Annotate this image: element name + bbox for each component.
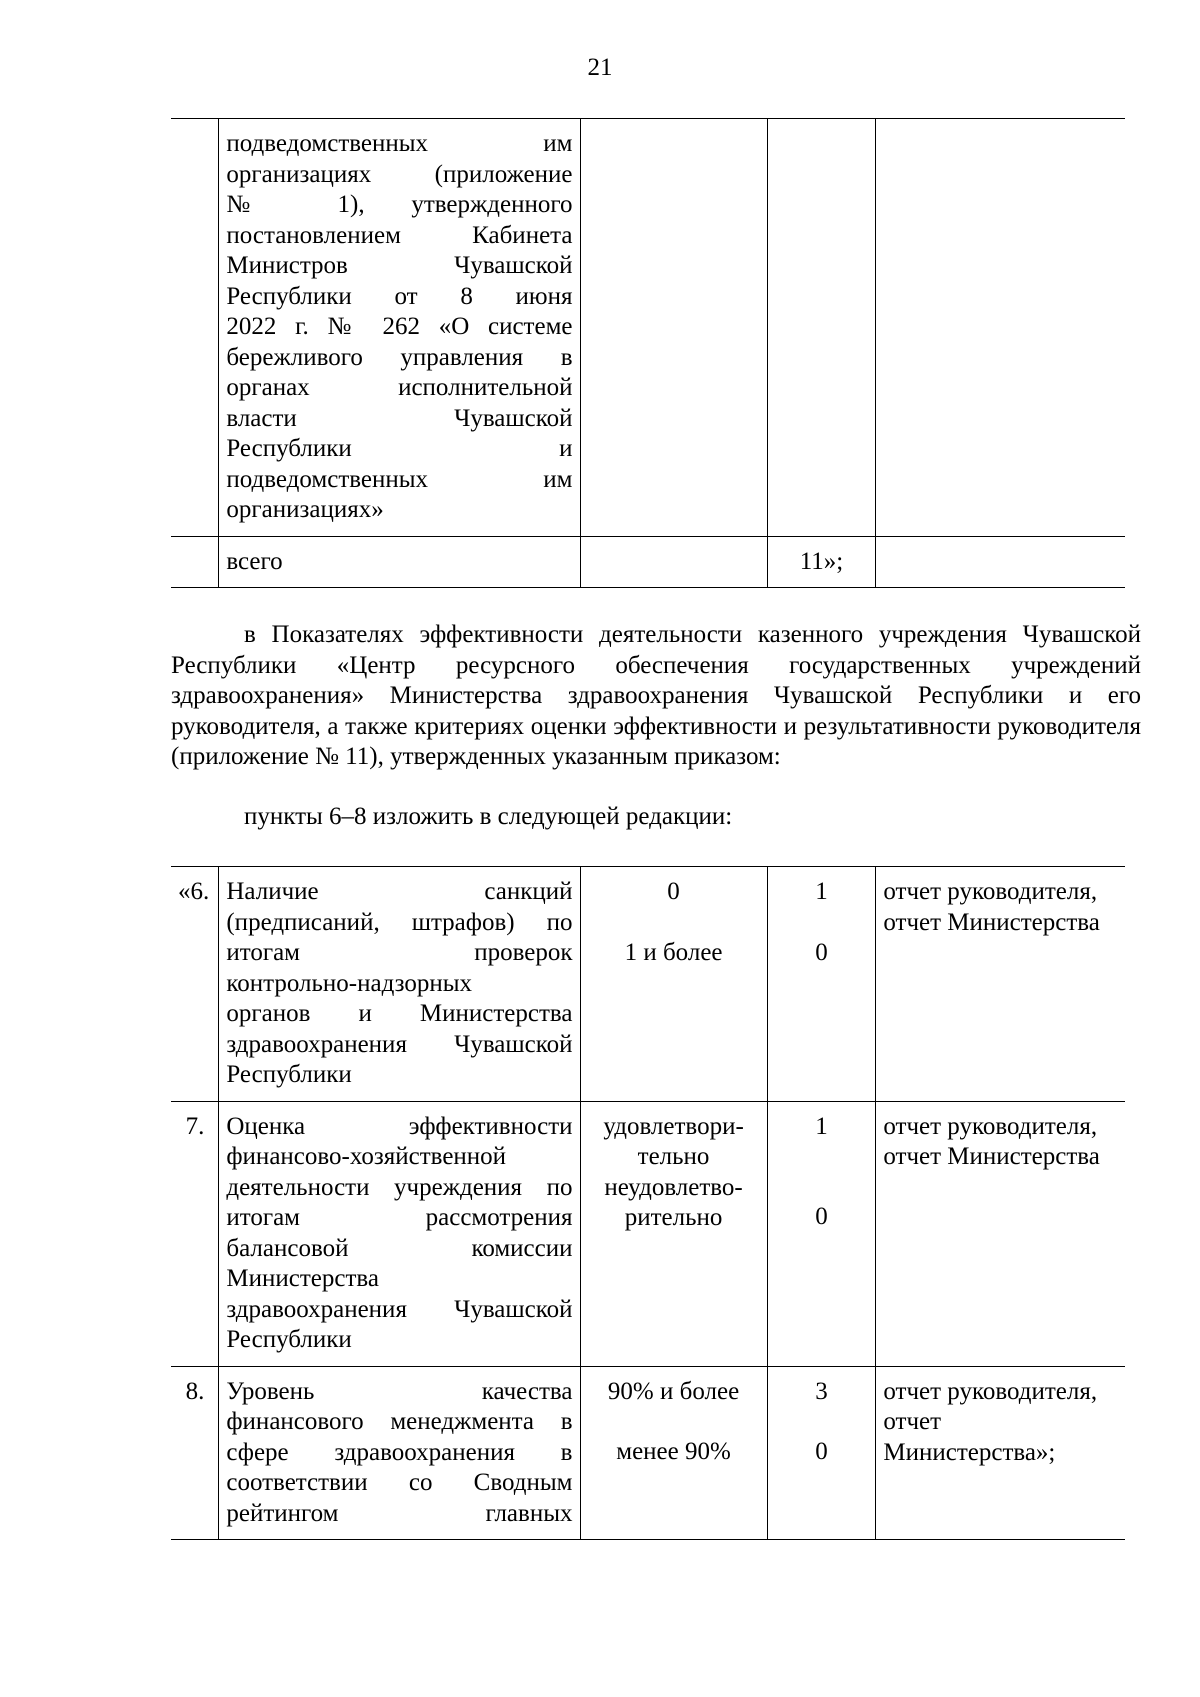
criterion-values: 90% и более менее 90%	[580, 1366, 767, 1540]
cell-source	[876, 536, 1125, 588]
criterion-description: Наличие санкций (предписаний, штрафов) по итогам проверок контрольно-надзорных органов и Министерства здравоохранения Чувашской Республики	[219, 867, 580, 1102]
cell-score	[767, 119, 876, 537]
criterion-source: отчет руководителя, отчет Министерства	[876, 1101, 1125, 1366]
cell-value	[580, 119, 767, 537]
table-row	[171, 119, 1125, 537]
total-label: всего	[219, 536, 580, 588]
cell-source	[876, 119, 1125, 537]
continuation-table	[171, 118, 1125, 588]
row-number: «6.	[171, 867, 219, 1102]
criterion-scores: 1 0	[767, 867, 876, 1102]
table-row-total	[171, 536, 1125, 588]
row-number: 8.	[171, 1366, 219, 1540]
cell-number	[171, 536, 219, 588]
table-row	[171, 1101, 1125, 1366]
criteria-table	[171, 866, 1125, 1540]
row-number: 7.	[171, 1101, 219, 1366]
cell-description: подведомственных им организациях (приложение № 1), утвержденного постановлением Кабинета Министров Чувашской Республики от 8 июня 2022 г. № 262 «О системе бережливого управления в органах исполнительной власти Чувашской Республики и подведомственных им организациях»	[219, 119, 580, 537]
total-value: 11»;	[767, 536, 876, 588]
page-number: 21	[587, 54, 613, 81]
criterion-source: отчет руководителя, отчет Министерства»;	[876, 1366, 1125, 1540]
criterion-scores: 1 0	[767, 1101, 876, 1366]
table-row	[171, 867, 1125, 1102]
cell-number	[171, 119, 219, 537]
table-row	[171, 1366, 1125, 1540]
paragraph-text: в Показателях эффективности деятельности казенного учреждения Чувашской Республики «Центр ресурсного обеспечения государственных учреждений здравоохранения» Министерства здравоохранения Чувашской Республики и его руководителя, а также критериях оценки эффективности и результативности руководителя (приложение № 11), утвержденных указанным приказом:	[171, 621, 1141, 770]
paragraph-text: пункты 6–8 изложить в следующей редакции:	[244, 803, 733, 830]
criterion-description: Уровень качества финансового менеджмента в сфере здравоохранения в соответствии со Сводным рейтингом главных	[219, 1366, 580, 1540]
criterion-scores: 3 0	[767, 1366, 876, 1540]
criterion-source: отчет руководителя, отчет Министерства	[876, 867, 1125, 1102]
criterion-values: 0 1 и более	[580, 867, 767, 1102]
criterion-description: Оценка эффективности финансово-хозяйственной деятельности учреждения по итогам рассмотрения балансовой комиссии Министерства здравоохранения Чувашской Республики	[219, 1101, 580, 1366]
cell-value	[580, 536, 767, 588]
criterion-values: удовлетвори- тельно неудовлетво- рительно	[580, 1101, 767, 1366]
